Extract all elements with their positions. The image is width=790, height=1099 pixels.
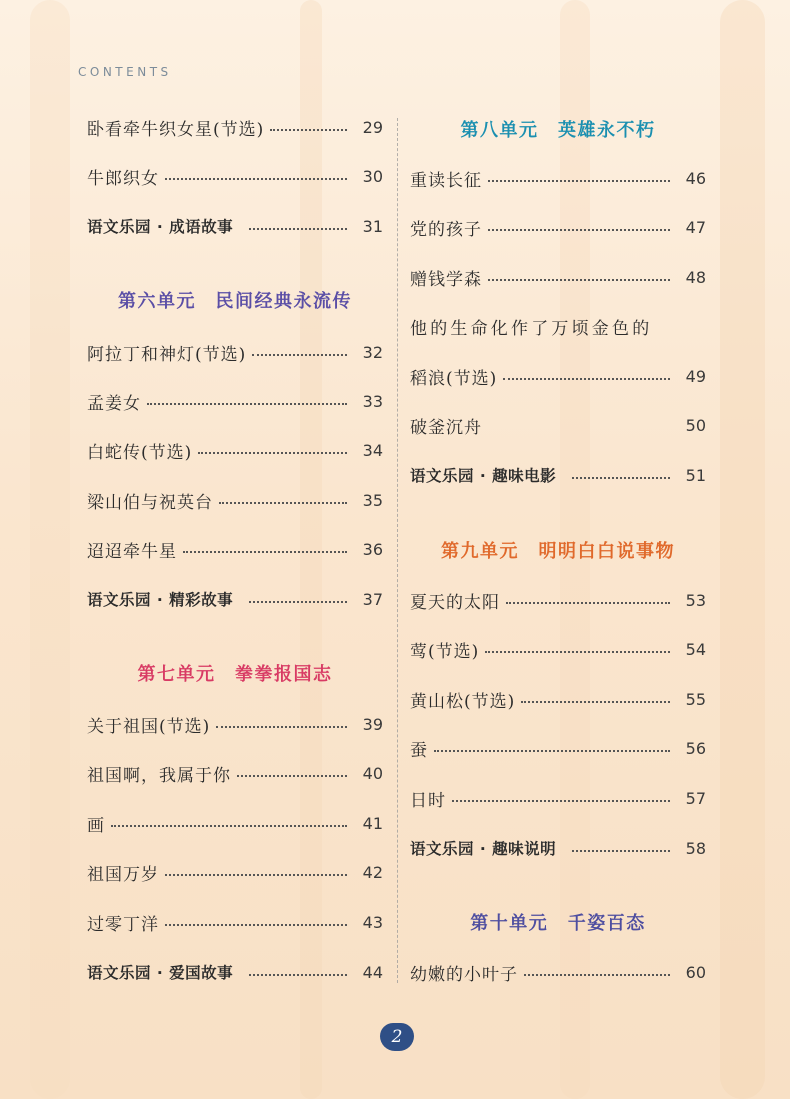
entry-title: 稻浪(节选): [410, 368, 498, 389]
entry-page: 43: [362, 912, 383, 932]
entry-page: 37: [362, 589, 383, 609]
entry-title: 蚕: [410, 740, 428, 761]
page-number-badge: 2: [380, 1023, 414, 1051]
entry-page: 39: [362, 714, 383, 734]
dot-leader: [485, 651, 670, 653]
toc-entry[interactable]: [410, 213, 706, 241]
toc-entry[interactable]: [410, 586, 706, 614]
toc-entry[interactable]: [87, 535, 383, 563]
entry-page: 44: [362, 962, 383, 982]
entry-page: 40: [362, 763, 383, 783]
entry-title: 黄山松(节选): [410, 691, 516, 712]
entry-title: 关于祖国(节选): [87, 716, 211, 737]
entry-page: 35: [362, 490, 383, 510]
dot-leader: [165, 178, 347, 180]
toc-entry[interactable]: [410, 312, 706, 340]
entry-title: 赠钱学森: [410, 269, 482, 290]
entry-page: 46: [685, 168, 706, 188]
dot-leader: [216, 726, 347, 728]
dot-leader: [452, 800, 670, 802]
entry-title: 语文乐园 · 成语故事: [87, 218, 234, 236]
toc-entry[interactable]: [87, 113, 383, 141]
entry-page: 55: [685, 689, 706, 709]
dot-leader: [488, 180, 670, 182]
toc-entry[interactable]: [87, 212, 383, 240]
dot-leader: [488, 229, 670, 231]
toc-entry[interactable]: [410, 263, 706, 291]
dot-leader: [572, 477, 670, 479]
entry-page: 36: [362, 539, 383, 559]
entry-title: 语文乐园 · 精彩故事: [87, 591, 234, 609]
entry-page: 58: [685, 838, 706, 858]
toc-entry[interactable]: [87, 958, 383, 986]
entry-title: 语文乐园 · 爱国故事: [87, 964, 234, 982]
entry-page: 31: [362, 216, 383, 236]
toc-entry[interactable]: [87, 387, 383, 415]
toc-entry[interactable]: [410, 958, 706, 986]
toc-entry[interactable]: [87, 908, 383, 936]
entry-page: 47: [685, 217, 706, 237]
entry-title: 画: [87, 815, 105, 836]
background-streak: [30, 0, 70, 1099]
unit-heading: 第六单元 民间经典永流传: [118, 291, 352, 312]
entry-title: 祖国万岁: [87, 864, 159, 885]
toc-entry[interactable]: [87, 809, 383, 837]
entry-page: 41: [362, 813, 383, 833]
toc-entry[interactable]: [87, 486, 383, 514]
entry-page: 32: [362, 342, 383, 362]
entry-title: 夏天的太阳: [410, 592, 500, 613]
toc-entry[interactable]: [87, 858, 383, 886]
entry-page: 49: [685, 366, 706, 386]
dot-leader: [524, 974, 670, 976]
dot-leader: [506, 602, 670, 604]
entry-title: 过零丁洋: [87, 914, 159, 935]
toc-entry[interactable]: [87, 759, 383, 787]
toc-entry[interactable]: [87, 436, 383, 464]
toc-entry[interactable]: [410, 362, 706, 390]
entry-page: 51: [685, 465, 706, 485]
entry-title: 梁山伯与祝英台: [87, 492, 213, 513]
dot-leader: [147, 403, 347, 405]
toc-entry[interactable]: [87, 338, 383, 366]
dot-leader: [165, 874, 347, 876]
entry-title: 破釜沉舟: [410, 417, 482, 438]
entry-title: 卧看牵牛织女星(节选): [87, 119, 265, 140]
entry-title: 祖国啊，我属于你: [87, 765, 231, 786]
entry-title: 日时: [410, 790, 446, 811]
entry-title: 孟姜女: [87, 393, 141, 414]
entry-page: 29: [362, 117, 383, 137]
entry-page: 33: [362, 391, 383, 411]
unit-heading: 第十单元 千姿百态: [470, 913, 646, 934]
toc-entry[interactable]: [410, 411, 706, 439]
entry-page: 34: [362, 440, 383, 460]
dot-leader: [488, 279, 670, 281]
entry-title: 牛郎织女: [87, 168, 159, 189]
dot-leader: [252, 354, 347, 356]
toc-entry[interactable]: [87, 585, 383, 613]
entry-title: 迢迢牵牛星: [87, 541, 177, 562]
toc-entry[interactable]: [410, 461, 706, 489]
dot-leader: [503, 378, 670, 380]
dot-leader: [572, 850, 670, 852]
dot-leader: [165, 924, 347, 926]
entry-title: 语文乐园 · 趣味电影: [410, 467, 557, 485]
dot-leader: [237, 775, 347, 777]
toc-entry[interactable]: [410, 784, 706, 812]
unit-heading: 第八单元 英雄永不朽: [460, 120, 656, 141]
entry-title: 白蛇传(节选): [87, 442, 193, 463]
unit-heading: 第七单元 拳拳报国志: [137, 664, 333, 685]
dot-leader: [521, 701, 670, 703]
dot-leader: [249, 974, 347, 976]
dot-leader: [270, 129, 347, 131]
toc-entry[interactable]: [410, 734, 706, 762]
entry-title: 莺(节选): [410, 641, 480, 662]
entry-title: 语文乐园 · 趣味说明: [410, 840, 557, 858]
dot-leader: [198, 452, 347, 454]
entry-page: 50: [685, 415, 706, 435]
toc-entry[interactable]: [410, 635, 706, 663]
dot-leader: [249, 601, 347, 603]
entry-title: 重读长征: [410, 170, 482, 191]
background-streak: [720, 0, 765, 1099]
dot-leader: [219, 502, 347, 504]
toc-entry[interactable]: [87, 162, 383, 190]
contents-header: CONTENTS: [78, 65, 172, 79]
entry-title: 他的生命化作了万顷金色的: [410, 318, 653, 339]
entry-page: 54: [685, 639, 706, 659]
toc-entry[interactable]: [410, 834, 706, 862]
entry-title: 党的孩子: [410, 219, 482, 240]
entry-title: 阿拉丁和神灯(节选): [87, 344, 247, 365]
dot-leader: [249, 228, 347, 230]
entry-page: 57: [685, 788, 706, 808]
unit-heading: 第九单元 明明白白说事物: [441, 541, 675, 562]
dot-leader: [183, 551, 347, 553]
column-divider: [397, 118, 398, 983]
toc-entry[interactable]: [87, 710, 383, 738]
dot-leader: [111, 825, 347, 827]
entry-page: 60: [685, 962, 706, 982]
entry-page: 56: [685, 738, 706, 758]
entry-page: 42: [362, 862, 383, 882]
entry-title: 幼嫩的小叶子: [410, 964, 518, 985]
entry-page: 30: [362, 166, 383, 186]
entry-page: 53: [685, 590, 706, 610]
entry-page: 48: [685, 267, 706, 287]
dot-leader: [434, 750, 670, 752]
toc-entry[interactable]: [410, 685, 706, 713]
toc-entry[interactable]: [410, 164, 706, 192]
